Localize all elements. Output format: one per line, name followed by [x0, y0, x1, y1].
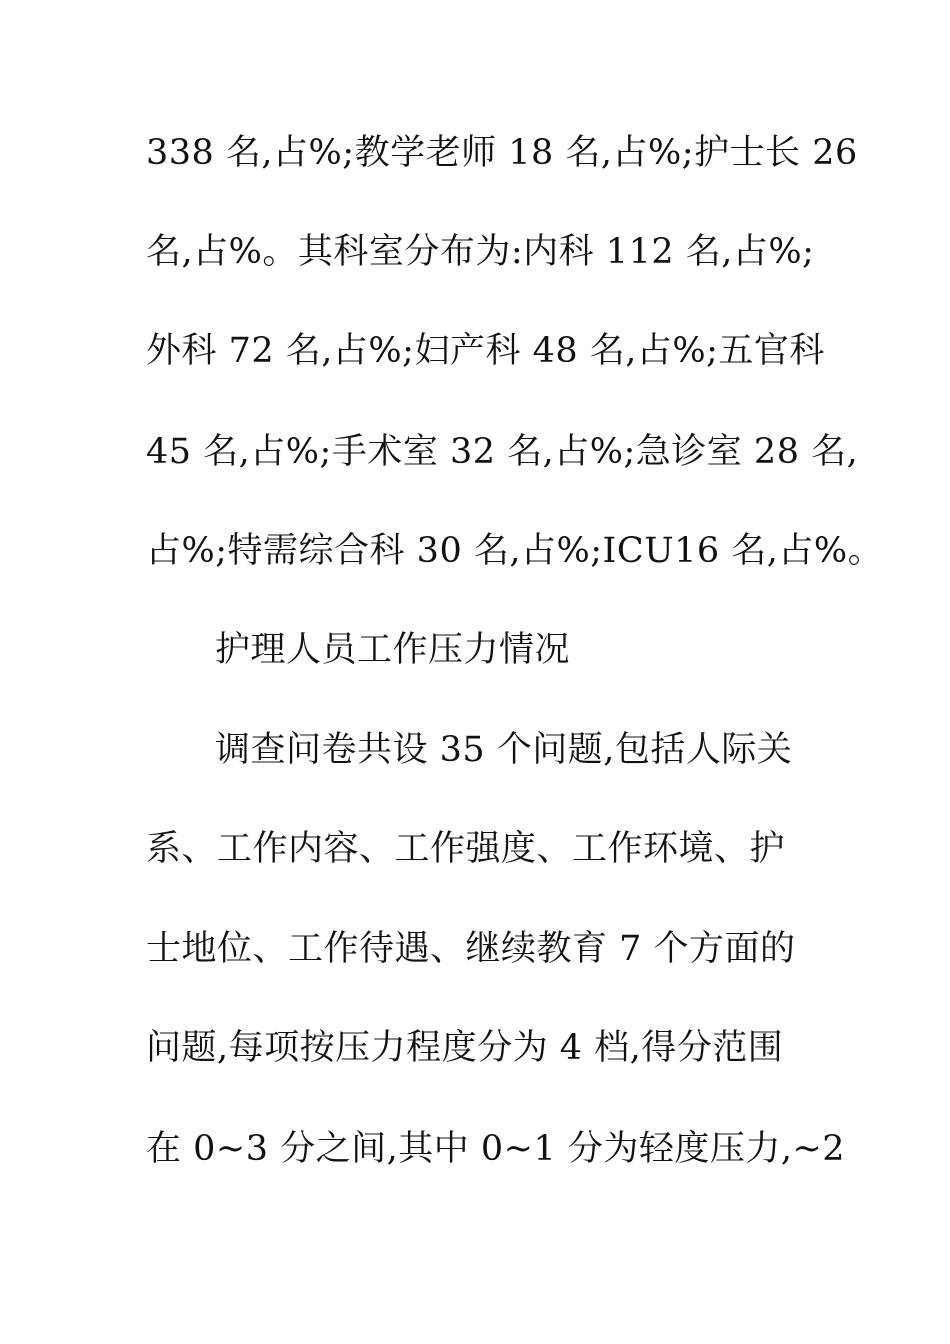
text-line-5: 占%;特需综合科 30 名,占%;ICU16 名,占%。 [146, 531, 884, 571]
text-line-11: 在 0~3 分之间,其中 0~1 分为轻度压力,~2 [146, 1129, 846, 1169]
text-line-8: 系、工作内容、工作强度、工作环境、护 [146, 829, 786, 869]
text-line-9: 士地位、工作待遇、继续教育 7 个方面的 [146, 929, 796, 969]
text-line-1: 338 名,占%;教学老师 18 名,占%;护士长 26 [146, 133, 858, 173]
text-line-3: 外科 72 名,占%;妇产科 48 名,占%;五官科 [146, 331, 825, 371]
text-line-10: 问题,每项按压力程度分为 4 档,得分范围 [146, 1028, 784, 1068]
text-line-4: 45 名,占%;手术室 32 名,占%;急诊室 28 名, [146, 432, 859, 472]
paragraph-first-line: 调查问卷共设 35 个问题,包括人际关 [215, 730, 793, 770]
section-heading: 护理人员工作压力情况 [215, 630, 571, 670]
text-line-2: 名,占%。其科室分布为:内科 112 名,占%; [146, 232, 815, 272]
